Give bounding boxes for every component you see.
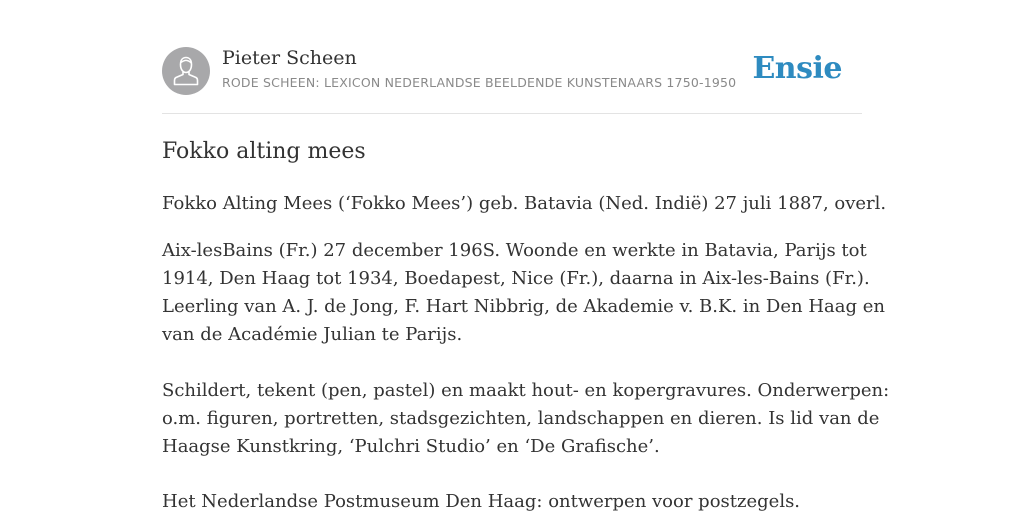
article-header xyxy=(162,47,862,95)
article-paragraph xyxy=(162,190,887,218)
article-paragraph xyxy=(162,377,890,461)
paragraph-line: Schildert, tekent (pen, pastel) en maakt hout- en kopergravures. Onderwerpen: xyxy=(162,380,890,401)
paragraph-line: Aix-lesBains (Fr.) 27 december 196S. Woonde en werkte in Batavia, Parijs tot xyxy=(162,240,867,261)
paragraph-line: o.m. figuren, portretten, stadsgezichten, landschappen en dieren. Is lid van de xyxy=(162,408,880,429)
avatar[interactable] xyxy=(162,47,210,95)
author-name[interactable]: Pieter Scheen xyxy=(222,47,357,69)
source-title[interactable]: RODE SCHEEN: LEXICON NEDERLANDSE BEELDENDE KUNSTENAARS 1750-1950 xyxy=(222,75,737,90)
paragraph-line: van de Académie Julian te Parijs. xyxy=(162,324,463,345)
brand-logo[interactable]: Ensie xyxy=(752,51,842,86)
article-title: Fokko alting mees xyxy=(162,139,366,164)
paragraph-line: Leerling van A. J. de Jong, F. Hart Nibbrig, de Akademie v. B.K. in Den Haag en xyxy=(162,296,885,317)
user-icon xyxy=(162,47,210,95)
paragraph-line: Haagse Kunstkring, ‘Pulchri Studio’ en ‘De Grafische’. xyxy=(162,436,660,457)
paragraph-line: 1914, Den Haag tot 1934, Boedapest, Nice (Fr.), daarna in Aix-les-Bains (Fr.). xyxy=(162,268,870,289)
article-paragraph xyxy=(162,488,862,512)
paragraph-line: Fokko Alting Mees (‘Fokko Mees’) geb. Batavia (Ned. Indië) 27 juli 1887, overl. xyxy=(162,193,887,214)
header-divider xyxy=(162,113,862,114)
article-paragraph xyxy=(162,237,885,349)
paragraph-line: Het Nederlandse Postmuseum Den Haag: ontwerpen voor postzegels. xyxy=(162,491,801,512)
